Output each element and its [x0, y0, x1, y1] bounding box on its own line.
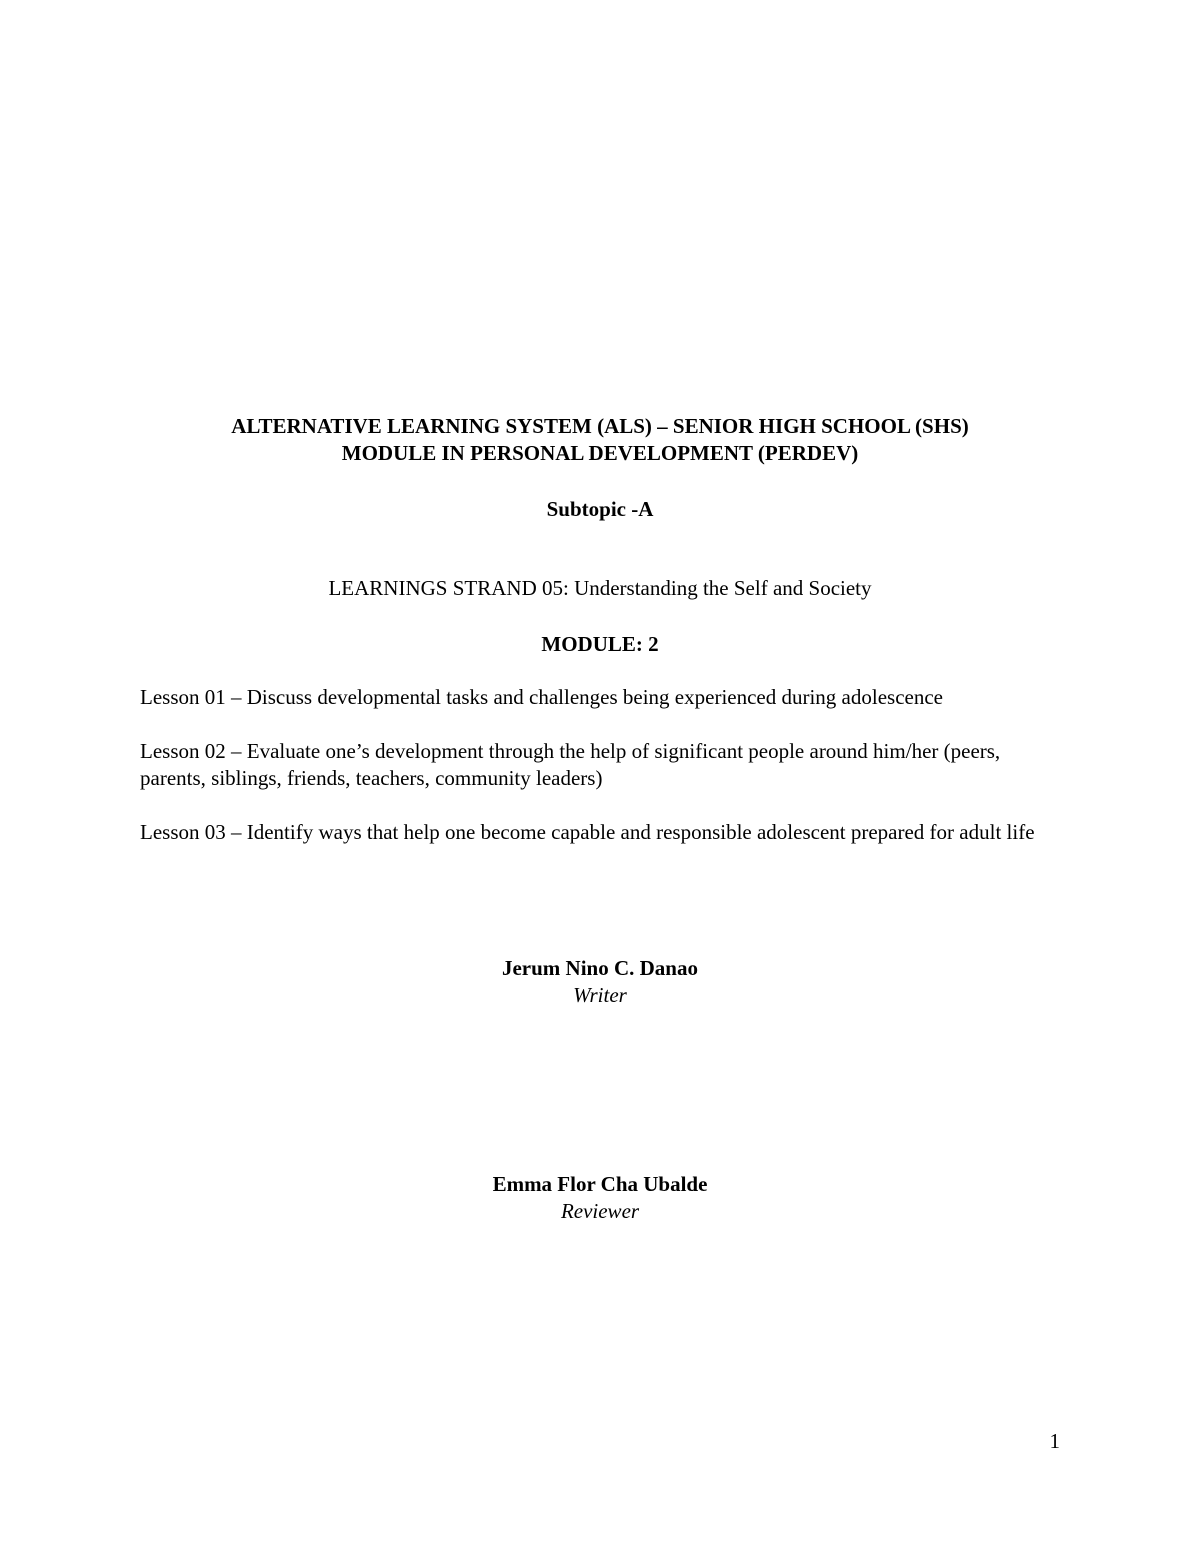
title-line-2: MODULE IN PERSONAL DEVELOPMENT (PERDEV)	[341, 441, 859, 465]
learning-strand: LEARNINGS STRAND 05: Understanding the Self and Society	[328, 576, 872, 600]
reviewer-role: Reviewer	[560, 1199, 640, 1223]
lesson-02: Lesson 02 – Evaluate one’s development through the help of significant people around him/her (peers, parents, siblings, friends, teachers, community leaders)	[140, 739, 1001, 790]
page-number: 1	[1049, 1429, 1060, 1453]
writer-role: Writer	[573, 983, 627, 1007]
subtopic-heading: Subtopic -A	[546, 497, 654, 521]
title-line-1: ALTERNATIVE LEARNING SYSTEM (ALS) – SENIOR HIGH SCHOOL (SHS)	[231, 414, 969, 438]
lesson-03: Lesson 03 – Identify ways that help one become capable and responsible adolescent prepared for adult life	[140, 820, 1035, 844]
lesson-01: Lesson 01 – Discuss developmental tasks and challenges being experienced during adolescence	[140, 685, 943, 709]
reviewer-name: Emma Flor Cha Ubalde	[492, 1172, 708, 1196]
writer-name: Jerum Nino C. Danao	[501, 956, 698, 980]
module-heading: MODULE: 2	[541, 632, 659, 656]
